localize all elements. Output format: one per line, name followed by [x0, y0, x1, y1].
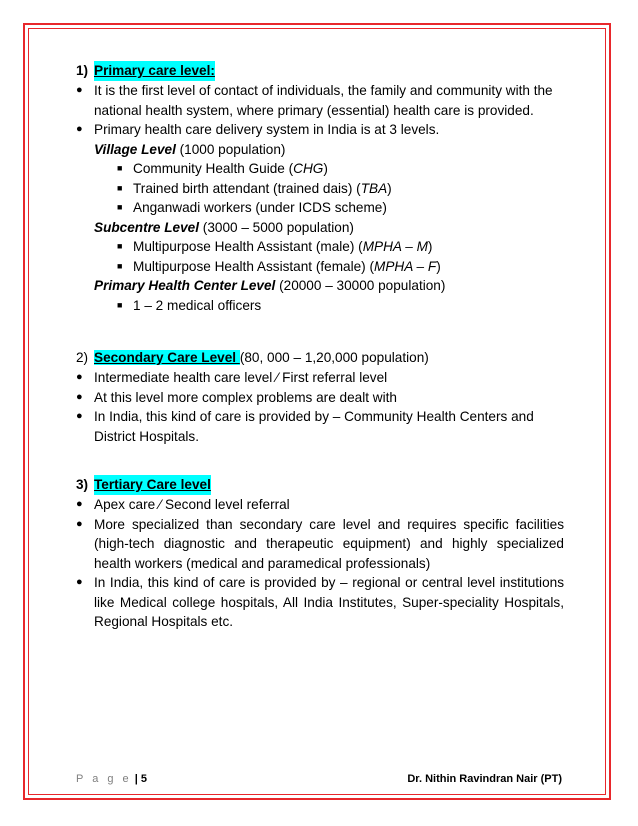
- square-bullet-icon: ■: [117, 260, 123, 271]
- square-bullet-icon: ■: [117, 182, 123, 193]
- document-body: [76, 61, 564, 632]
- section-2-number: 2): [76, 350, 89, 365]
- list-item: [117, 179, 564, 199]
- section-1-number: 1): [76, 63, 89, 78]
- item-text: Trained birth attendant (trained dais) (: [133, 180, 361, 196]
- square-bullet-icon: ■: [117, 299, 123, 310]
- bullet-dot-icon: ●: [76, 517, 83, 530]
- section-2-pop: (80, 000 – 1,20,000 population): [239, 350, 429, 365]
- section-3-bullet-1: [76, 495, 564, 515]
- list-item: [117, 257, 564, 277]
- bullet-dot-icon: ●: [76, 123, 83, 135]
- list-item: [117, 159, 564, 179]
- footer-author: Dr. Nithin Ravindran Nair (PT): [407, 773, 562, 785]
- section-3-bullet-2: [76, 515, 564, 574]
- bullet-dot-icon: ●: [76, 390, 83, 403]
- subcentre-level-line: [76, 218, 564, 238]
- village-level-pop: (1000 population): [175, 141, 286, 157]
- bullet-text: At this level more complex problems are dealt with: [94, 389, 397, 405]
- village-level-list: [76, 159, 564, 218]
- bullet-text: Apex care ⁄ Second level referral: [94, 497, 290, 512]
- item-abbr: MPHA – F: [374, 258, 437, 274]
- page-number: 5: [140, 773, 147, 785]
- item-text-end: ): [323, 161, 328, 176]
- bullet-text: It is the first level of contact of individuals, the family and community with the national health system, where primary (essential) health care is provided.: [94, 83, 553, 118]
- phc-level-pop: (20000 – 30000 population): [275, 278, 446, 293]
- section-3-title: Tertiary Care level: [94, 475, 211, 495]
- item-abbr: CHG: [293, 161, 324, 176]
- square-bullet-icon: ■: [117, 241, 123, 251]
- list-item: [117, 237, 564, 257]
- subcentre-level-pop: (3000 – 5000 population): [199, 219, 354, 235]
- subcentre-level-name: Subcentre Level: [94, 219, 200, 235]
- section-1-bullet-1: [76, 81, 564, 120]
- bullet-dot-icon: ●: [76, 371, 83, 383]
- section-1-title: Primary care level:: [94, 61, 215, 81]
- section-2-heading: [76, 348, 564, 368]
- village-level-name: Village Level: [94, 141, 176, 157]
- page-footer: [76, 773, 562, 785]
- item-text-end: ): [387, 180, 392, 196]
- item-text-end: ): [427, 239, 433, 254]
- item-text: 1 – 2 medical officers: [133, 297, 262, 313]
- section-3-bullet-3: [76, 573, 564, 632]
- item-text: Multipurpose Health Assistant (female) (: [133, 258, 375, 274]
- bullet-dot-icon: ●: [76, 84, 83, 96]
- section-1-heading: [76, 61, 564, 81]
- square-bullet-icon: ■: [117, 202, 123, 212]
- bullet-text: Primary health care delivery system in India is at 3 levels.: [94, 122, 440, 137]
- section-2-bullet-2: [76, 388, 564, 408]
- item-text: Anganwadi workers (under ICDS scheme): [133, 200, 387, 215]
- section-2-bullet-1: [76, 368, 564, 388]
- village-level-line: [76, 140, 564, 160]
- page-label: P a g e: [76, 773, 132, 785]
- bullet-text: In India, this kind of care is provided by – regional or central level institutions like Medical college hospitals, All India Institutes, Super-speciality Hospitals, Regional Hospitals etc.: [94, 575, 564, 629]
- section-2-title: Secondary Care Level: [94, 350, 240, 365]
- bullet-dot-icon: ●: [76, 410, 83, 422]
- bullet-text: More specialized than secondary care level and requires specific facilities (high-tech diagnostic and therapeutic equipment) and highly specialized health workers (medical and paramedical professionals): [94, 516, 564, 571]
- phc-level-name: Primary Health Center Level: [94, 278, 276, 293]
- item-abbr: MPHA – M: [362, 239, 428, 254]
- bullet-dot-icon: ●: [76, 576, 83, 588]
- square-bullet-icon: ■: [117, 163, 123, 173]
- item-text: Multipurpose Health Assistant (male) (: [133, 239, 363, 254]
- section-3-number: 3): [76, 477, 89, 492]
- page-separator: |: [134, 773, 138, 785]
- section-3-heading: [76, 475, 564, 495]
- bullet-dot-icon: ●: [76, 498, 83, 510]
- item-text: Community Health Guide (: [133, 161, 294, 176]
- item-text-end: ): [436, 258, 441, 274]
- bullet-text: In India, this kind of care is provided by – Community Health Centers and District Hospitals.: [94, 409, 534, 444]
- phc-level-list: [76, 296, 564, 316]
- section-1-bullet-2: [76, 120, 564, 140]
- subcentre-level-list: [76, 237, 564, 276]
- page-indicator: [76, 773, 147, 785]
- bullet-text: Intermediate health care level ⁄ First referral level: [94, 370, 388, 385]
- spacer: [76, 446, 564, 475]
- list-item: [117, 296, 564, 316]
- item-abbr: TBA: [360, 180, 388, 196]
- list-item: [117, 198, 564, 218]
- spacer: [76, 315, 564, 348]
- section-2-bullet-3: [76, 407, 564, 446]
- phc-level-line: [76, 276, 564, 296]
